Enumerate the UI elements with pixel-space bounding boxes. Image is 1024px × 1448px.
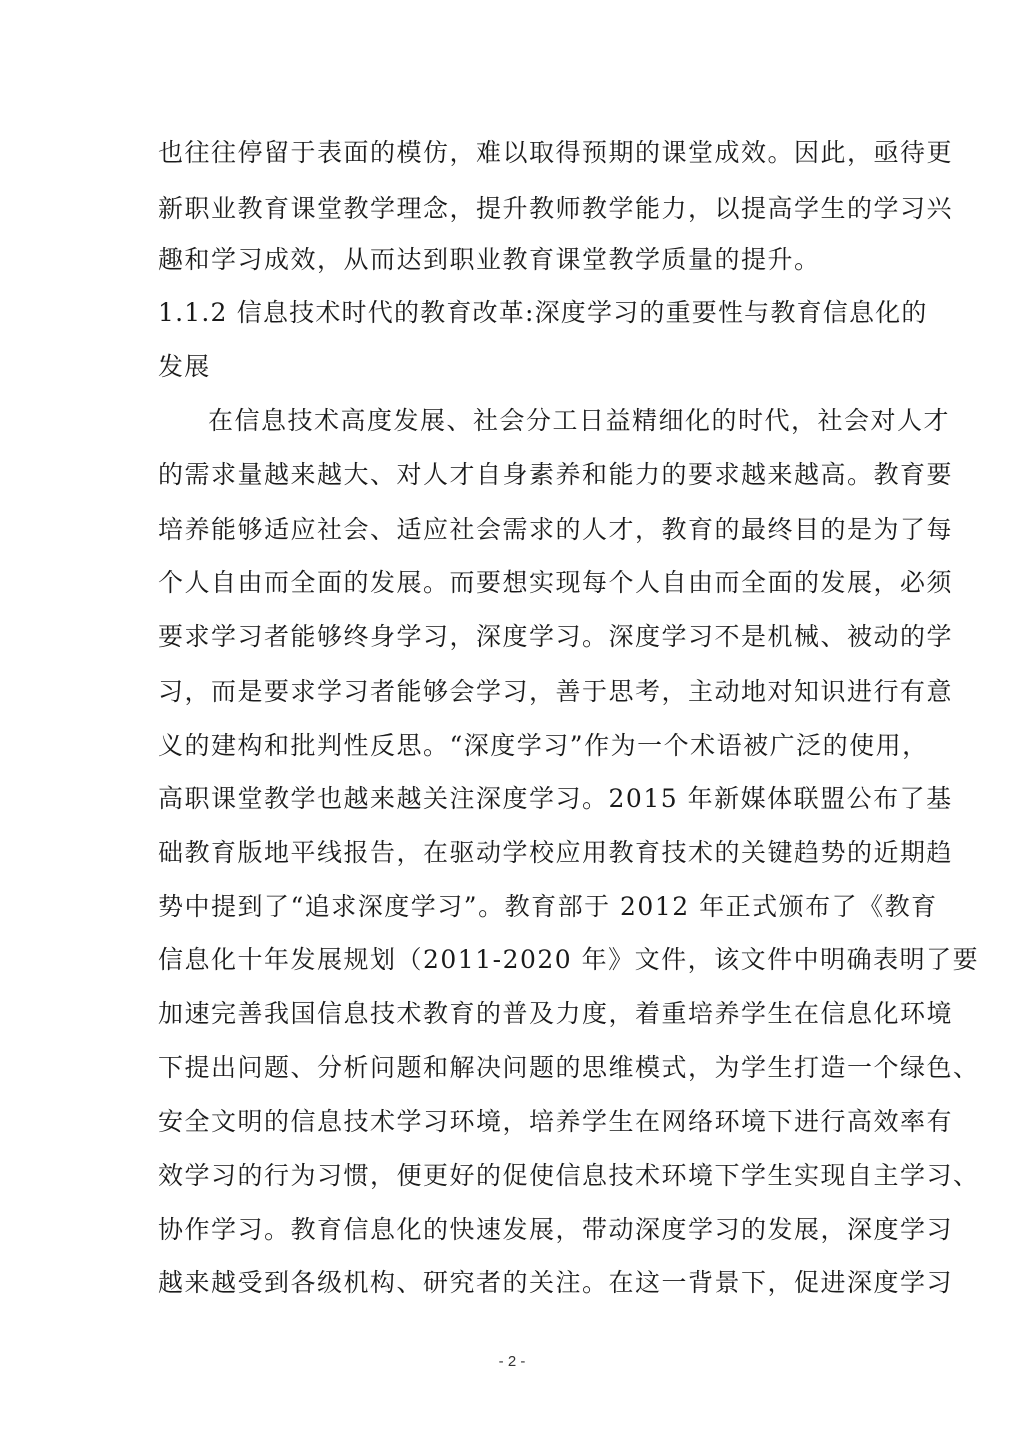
paragraph-2-line-10: 势中提到了“追求深度学习”。教育部于 2012 年正式颁布了《教育 [158, 892, 938, 921]
paragraph-1-line-1: 也往往停留于表面的模仿，难以取得预期的课堂成效。因此，亟待更 [158, 138, 954, 167]
paragraph-2-line-3: 培养能够适应社会、适应社会需求的人才，教育的最终目的是为了每 [158, 515, 954, 544]
paragraph-1-line-3: 趣和学习成效，从而达到职业教育课堂教学质量的提升。 [158, 245, 821, 274]
paragraph-2-line-1: 在信息技术高度发展、社会分工日益精细化的时代，社会对人才 [208, 406, 951, 435]
paragraph-2-line-16: 协作学习。教育信息化的快速发展，带动深度学习的发展，深度学习 [158, 1215, 954, 1244]
paragraph-2-line-2: 的需求量越来越大、对人才自身素养和能力的要求越来越高。教育要 [158, 460, 954, 489]
paragraph-2-line-4: 个人自由而全面的发展。而要想实现每个人自由而全面的发展，必须 [158, 568, 954, 597]
paragraph-2-line-7: 义的建构和批判性反思。“深度学习”作为一个术语被广泛的使用， [158, 731, 929, 760]
paragraph-2-line-9: 础教育版地平线报告，在驱动学校应用教育技术的关键趋势的近期趋 [158, 838, 954, 867]
paragraph-2-line-8: 高职课堂教学也越来越关注深度学习。2015 年新媒体联盟公布了基 [158, 784, 953, 813]
paragraph-2-line-6: 习，而是要求学习者能够会学习，善于思考，主动地对知识进行有意 [158, 677, 954, 706]
paragraph-2-line-17: 越来越受到各级机构、研究者的关注。在这一背景下，促进深度学习 [158, 1268, 954, 1297]
paragraph-2-line-11: 信息化十年发展规划（2011-2020 年》文件，该文件中明确表明了要 [158, 945, 980, 974]
paragraph-2-line-13: 下提出问题、分析问题和解决问题的思维模式，为学生打造一个绿色、 [158, 1053, 980, 1082]
paragraph-2-line-5: 要求学习者能够终身学习，深度学习。深度学习不是机械、被动的学 [158, 622, 954, 651]
paragraph-1-line-2: 新职业教育课堂教学理念，提升教师教学能力，以提高学生的学习兴 [158, 194, 954, 223]
section-heading-line-2: 发展 [158, 352, 211, 381]
page-number: - 2 - [498, 1353, 526, 1370]
paragraph-2-line-14: 安全文明的信息技术学习环境，培养学生在网络环境下进行高效率有 [158, 1107, 954, 1136]
paragraph-2-line-12: 加速完善我国信息技术教育的普及力度，着重培养学生在信息化环境 [158, 999, 954, 1028]
paragraph-2-line-15: 效学习的行为习惯，便更好的促使信息技术环境下学生实现自主学习、 [158, 1161, 980, 1190]
section-heading-line-1: 1.1.2 信息技术时代的教育改革:深度学习的重要性与教育信息化的 [158, 298, 928, 327]
